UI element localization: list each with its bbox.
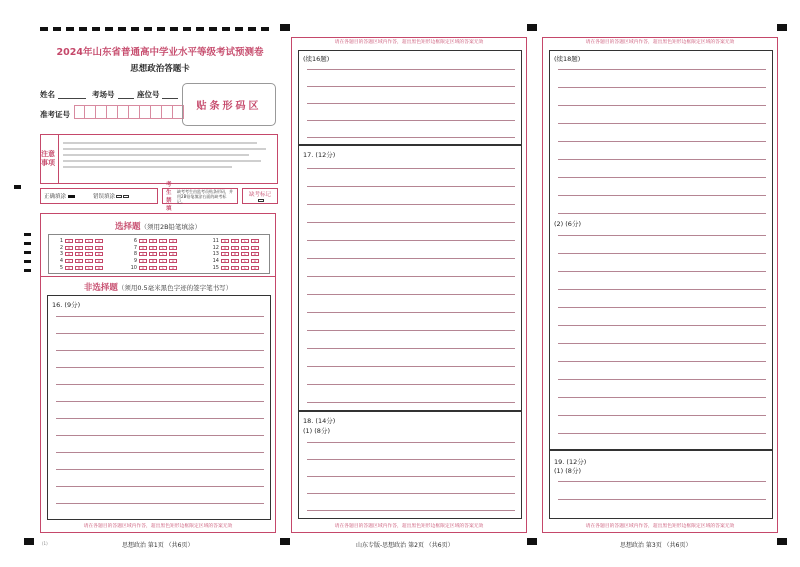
choice-question-number: 12 <box>212 244 219 251</box>
choice-bubble[interactable]: C <box>159 252 167 256</box>
answer-line <box>558 213 766 214</box>
answer-line <box>56 435 264 436</box>
q18-answer-area[interactable] <box>298 411 522 519</box>
choice-bubble[interactable]: B <box>149 246 157 250</box>
choice-bubble[interactable]: D <box>169 246 177 250</box>
answer-line <box>558 271 766 272</box>
choice-grid <box>48 234 270 274</box>
nonchoice-section <box>40 276 276 533</box>
q19-label: 19. (12分) <box>554 458 587 466</box>
choice-bubble[interactable]: C <box>85 259 93 263</box>
reg-mark <box>527 24 537 31</box>
footer-left-mark: (1) <box>42 541 48 546</box>
reg-mark <box>24 242 31 245</box>
answer-line <box>558 415 766 416</box>
reg-mark <box>24 233 31 236</box>
answer-line <box>307 186 515 187</box>
choice-column <box>211 238 261 271</box>
barcode-area: 贴条形码区 <box>182 83 276 126</box>
choice-question-number: 9 <box>133 258 137 265</box>
answer-line <box>56 384 264 385</box>
choice-bubble[interactable]: C <box>85 266 93 270</box>
choice-question-number: 10 <box>130 264 137 271</box>
choice-bubble[interactable]: B <box>231 266 239 270</box>
choice-question-number: 13 <box>212 251 219 258</box>
answer-line <box>307 69 515 70</box>
q16-label: 16. (9分) <box>52 301 81 309</box>
choice-bubble[interactable]: D <box>169 239 177 243</box>
answer-line <box>558 325 766 326</box>
reg-mark <box>24 538 34 545</box>
q18-1-label: (1) (8分) <box>303 427 330 435</box>
reg-mark <box>24 251 31 254</box>
fill-correct-sample <box>68 195 75 198</box>
absent-label: 考生禁填 <box>166 182 172 212</box>
answer-sheet-title: 思想政治答题卡 <box>130 64 190 74</box>
answer-line <box>558 499 766 500</box>
notes-label: 注意事项 <box>41 135 59 183</box>
answer-line <box>56 401 264 402</box>
answer-line <box>56 367 264 368</box>
choice-bubble[interactable]: C <box>159 266 167 270</box>
choice-question-number: 2 <box>59 244 63 251</box>
answer-line <box>307 294 515 295</box>
choice-bubble[interactable]: B <box>75 246 83 250</box>
choice-bubble[interactable]: B <box>231 239 239 243</box>
choice-column <box>129 238 179 271</box>
seat-field[interactable] <box>162 98 178 99</box>
choice-question-row <box>211 258 261 265</box>
choice-bubble[interactable]: B <box>149 239 157 243</box>
choice-question-number: 1 <box>59 238 63 245</box>
answer-line <box>307 384 515 385</box>
answer-line <box>558 307 766 308</box>
answer-line <box>307 137 515 138</box>
choice-bubble[interactable]: D <box>95 266 103 270</box>
answer-line <box>558 433 766 434</box>
answer-line <box>307 442 515 443</box>
choice-bubble[interactable]: D <box>251 252 259 256</box>
choice-question-number: 6 <box>133 238 137 245</box>
q18-2-label: (2) (6分) <box>554 220 581 228</box>
choice-bubble[interactable]: C <box>241 239 249 243</box>
answer-line <box>558 195 766 196</box>
choice-question-row <box>55 245 105 252</box>
choice-question-number: 8 <box>133 251 137 258</box>
answer-line <box>558 397 766 398</box>
answer-line <box>307 103 515 104</box>
reg-mark <box>777 538 787 545</box>
header-warning: 请在各题目的答题区域内作答，超出黑色矩形边框限定区域的答案无效 <box>334 40 484 45</box>
choice-bubble[interactable]: B <box>75 239 83 243</box>
reg-mark <box>280 24 290 31</box>
choice-question-number: 11 <box>212 238 219 245</box>
answer-line <box>558 87 766 88</box>
q18-continued-area[interactable] <box>549 50 773 450</box>
choice-bubble[interactable]: A <box>139 252 147 256</box>
choice-question-row <box>129 258 179 265</box>
choice-question-number: 14 <box>212 258 219 265</box>
choice-bubble[interactable]: C <box>241 266 249 270</box>
page2-footer: 山东专版-思想政治 第2页 （共6页） <box>356 542 454 549</box>
fill-wrong-sample <box>116 195 122 198</box>
seat-label: 座位号 <box>137 90 160 99</box>
choice-bubble[interactable]: B <box>149 259 157 263</box>
choice-question-row <box>55 238 105 245</box>
choice-bubble[interactable]: A <box>221 252 229 256</box>
answer-line <box>307 366 515 367</box>
room-field[interactable] <box>118 98 134 99</box>
choice-question-row <box>211 264 261 271</box>
q16-continued-area[interactable] <box>298 50 522 145</box>
reg-mark <box>24 269 31 272</box>
choice-column <box>55 238 105 271</box>
absent-mark-checkbox[interactable] <box>258 199 264 202</box>
answer-line <box>307 86 515 87</box>
choice-bubble[interactable]: A <box>65 239 73 243</box>
answer-line <box>56 486 264 487</box>
header-warning: 请在各题目的答题区域内作答，超出黑色矩形边框限定区域的答案无效 <box>585 40 735 45</box>
reg-mark <box>14 185 21 189</box>
choice-bubble[interactable]: B <box>75 252 83 256</box>
choice-bubble[interactable]: D <box>169 252 177 256</box>
choice-bubble[interactable]: D <box>95 239 103 243</box>
answer-line <box>307 459 515 460</box>
answer-line <box>307 493 515 494</box>
answer-line <box>558 123 766 124</box>
fill-example-box <box>40 188 158 204</box>
choice-bubble[interactable]: C <box>159 259 167 263</box>
choice-question-row <box>55 251 105 258</box>
fill-correct-label: 正确填涂 <box>44 194 67 200</box>
nonchoice-title: 非选择题（须用0.5毫米黑色字迹的签字笔书写） <box>83 283 233 293</box>
answer-line <box>56 316 264 317</box>
footer-warning: 请在各题目的答题区域内作答，超出黑色矩形边框限定区域的答案无效 <box>83 524 233 529</box>
answer-line <box>558 361 766 362</box>
choice-question-row <box>129 238 179 245</box>
q19-answer-area[interactable] <box>549 450 773 519</box>
q16-answer-area[interactable] <box>47 295 271 520</box>
q17-label: 17. (12分) <box>303 151 336 159</box>
choice-bubble[interactable]: A <box>221 259 229 263</box>
choice-bubble[interactable]: A <box>65 246 73 250</box>
answer-line <box>307 402 515 403</box>
choice-question-number: 5 <box>59 264 63 271</box>
q19-1-label: (1) (8分) <box>554 467 581 475</box>
reg-mark <box>24 260 31 263</box>
choice-question-row <box>211 251 261 258</box>
answer-line <box>558 343 766 344</box>
choice-bubble[interactable]: A <box>65 252 73 256</box>
answer-line <box>307 476 515 477</box>
choice-bubble[interactable]: A <box>65 259 73 263</box>
q18-label: 18. (14分) <box>303 417 336 425</box>
answer-line <box>558 379 766 380</box>
choice-bubble[interactable]: C <box>241 259 249 263</box>
answer-line <box>558 235 766 236</box>
choice-bubble[interactable]: B <box>231 252 239 256</box>
answer-line <box>56 350 264 351</box>
reg-mark <box>777 24 787 31</box>
choice-question-number: 4 <box>59 258 63 265</box>
absent-mark-box <box>242 188 278 204</box>
choice-bubble[interactable]: C <box>241 252 249 256</box>
answer-line <box>307 276 515 277</box>
choice-bubble[interactable]: C <box>85 246 93 250</box>
choice-bubble[interactable]: D <box>169 259 177 263</box>
choice-bubble[interactable]: D <box>95 259 103 263</box>
choice-bubble[interactable]: C <box>241 246 249 250</box>
choice-bubble[interactable]: B <box>149 266 157 270</box>
notes-box <box>40 134 278 184</box>
choice-bubble[interactable]: D <box>95 252 103 256</box>
choice-title: 选择题（须用2B铅笔填涂） <box>114 222 202 232</box>
choice-bubble[interactable]: D <box>169 266 177 270</box>
footer-warning: 请在各题目的答题区域内作答，超出黑色矩形边框限定区域的答案无效 <box>585 524 735 529</box>
answer-line <box>56 503 264 504</box>
page2-panel <box>291 37 527 533</box>
absent-box <box>162 182 238 212</box>
choice-bubble[interactable]: C <box>85 239 93 243</box>
answer-line <box>307 222 515 223</box>
exam-title: 2024年山东省普通高中学业水平等级考试预测卷 <box>56 47 264 58</box>
answer-line <box>558 159 766 160</box>
choice-bubble[interactable]: A <box>139 259 147 263</box>
answer-line <box>56 452 264 453</box>
answer-line <box>307 240 515 241</box>
absent-mark-label: 缺考标记 <box>248 192 271 198</box>
answer-line <box>307 120 515 121</box>
page3-panel <box>542 37 778 533</box>
choice-question-row <box>129 245 179 252</box>
answer-line <box>558 105 766 106</box>
choice-bubble[interactable]: D <box>95 246 103 250</box>
name-field[interactable] <box>58 98 86 99</box>
answer-line <box>307 168 515 169</box>
exam-no-boxes[interactable] <box>74 105 184 119</box>
choice-question-row <box>129 264 179 271</box>
choice-bubble[interactable]: D <box>251 239 259 243</box>
answer-line <box>56 469 264 470</box>
choice-bubble[interactable]: C <box>159 246 167 250</box>
reg-mark <box>280 538 290 545</box>
choice-bubble[interactable]: B <box>231 246 239 250</box>
choice-question-row <box>129 251 179 258</box>
choice-question-number: 7 <box>133 244 137 251</box>
choice-bubble[interactable]: B <box>75 259 83 263</box>
answer-line <box>56 418 264 419</box>
answer-line <box>558 253 766 254</box>
room-label: 考场号 <box>92 90 115 99</box>
choice-question-row <box>55 258 105 265</box>
choice-bubble[interactable]: D <box>251 259 259 263</box>
choice-bubble[interactable]: A <box>221 246 229 250</box>
choice-question-row <box>211 245 261 252</box>
name-label: 姓名 <box>40 90 55 99</box>
fill-wrong-sample <box>123 195 129 198</box>
page3-footer: 思想政治 第3页 （共6页） <box>620 542 692 549</box>
choice-bubble[interactable]: D <box>251 246 259 250</box>
footer-warning: 请在各题目的答题区域内作答，超出黑色矩形边框限定区域的答案无效 <box>334 524 484 529</box>
choice-question-number: 15 <box>212 264 219 271</box>
answer-line <box>307 258 515 259</box>
q16-continued-label: (续16题) <box>303 55 330 63</box>
choice-bubble[interactable]: A <box>139 266 147 270</box>
answer-line <box>558 69 766 70</box>
choice-question-number: 3 <box>59 251 63 258</box>
absent-text: 缺考考生由监考员贴条形码，并用2B铅笔填涂右面的缺考标记。 <box>177 188 234 204</box>
q17-answer-area[interactable] <box>298 145 522 411</box>
choice-bubble[interactable]: A <box>221 239 229 243</box>
choice-section <box>40 213 276 276</box>
reg-mark <box>527 538 537 545</box>
choice-bubble[interactable]: D <box>251 266 259 270</box>
choice-bubble[interactable]: B <box>75 266 83 270</box>
top-dash-mark <box>40 27 272 31</box>
notes-text <box>63 138 274 172</box>
choice-bubble[interactable]: B <box>149 252 157 256</box>
answer-line <box>307 204 515 205</box>
answer-line <box>307 348 515 349</box>
answer-line <box>307 312 515 313</box>
answer-line <box>558 481 766 482</box>
choice-bubble[interactable]: C <box>85 252 93 256</box>
answer-line <box>307 510 515 511</box>
choice-question-row <box>211 238 261 245</box>
choice-bubble[interactable]: C <box>159 239 167 243</box>
answer-line <box>56 333 264 334</box>
q18-continued-label: (续18题) <box>554 55 581 63</box>
exam-no-label: 准考证号 <box>40 110 70 119</box>
choice-bubble[interactable]: A <box>139 246 147 250</box>
answer-line <box>558 289 766 290</box>
answer-line <box>307 330 515 331</box>
page1-footer: 思想政治 第1页 （共6页） <box>122 542 194 549</box>
choice-bubble[interactable]: A <box>221 266 229 270</box>
choice-bubble[interactable]: A <box>139 239 147 243</box>
choice-question-row <box>55 264 105 271</box>
answer-line <box>558 177 766 178</box>
choice-bubble[interactable]: B <box>231 259 239 263</box>
answer-line <box>558 141 766 142</box>
fill-wrong-label: 错误填涂 <box>93 194 116 200</box>
choice-bubble[interactable]: A <box>65 266 73 270</box>
